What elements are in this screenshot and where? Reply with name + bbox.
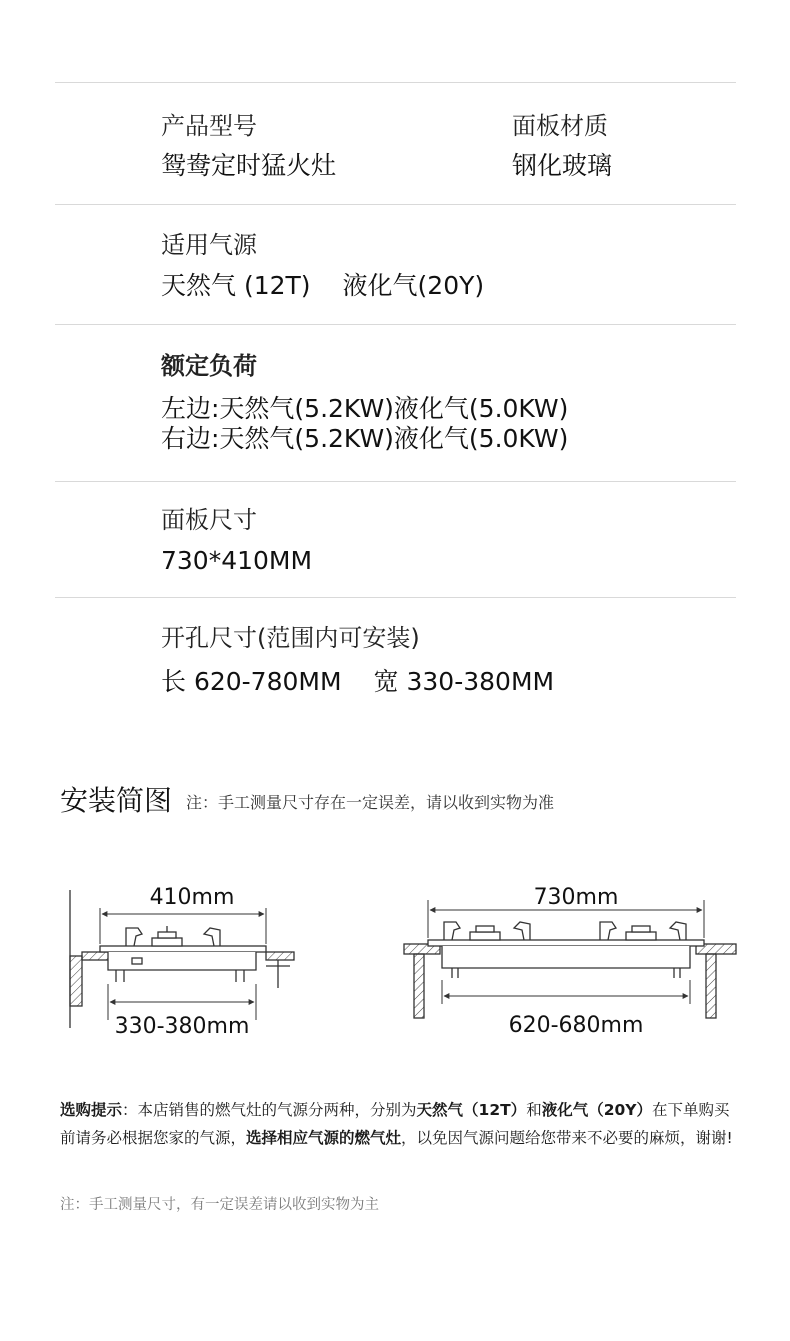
divider (55, 82, 736, 83)
install-title: 安装简图 (60, 784, 173, 817)
panel-material-value: 钢化玻璃 (512, 151, 613, 180)
panel-size-label: 面板尺寸 (161, 506, 257, 534)
notice-text-1: ：本店销售的燃气灶的气源分两种，分别为 (122, 1101, 417, 1119)
model-label: 产品型号 (161, 112, 257, 140)
notice-text-4: ，以免因气源问题给您带来不必要的麻烦，谢谢! (401, 1129, 733, 1147)
front-panel-width-label: 730mm (533, 885, 619, 910)
gas-natural: 天然气 (12T) (161, 271, 311, 300)
side-view-drawing (70, 890, 294, 1028)
cutout-size-value (161, 667, 554, 697)
install-note: 注：手工测量尺寸存在一定误差，请以收到实物为准 (186, 793, 555, 812)
cutout-size-label: 开孔尺寸(范围内可安装) (161, 624, 420, 652)
footnote: 注：手工测量尺寸，有一定误差请以收到实物为主 (60, 1197, 379, 1213)
notice-text-2: 和 (526, 1101, 542, 1119)
divider (55, 597, 736, 598)
rated-load-left: 左边:天然气(5.2KW)液化气(5.0KW) (161, 394, 569, 423)
notice-lpg: 液化气（20Y） (541, 1101, 652, 1119)
rated-load-right: 右边:天然气(5.2KW)液化气(5.0KW) (161, 424, 569, 453)
gas-source-label: 适用气源 (161, 231, 257, 259)
panel-size-value: 730*410MM (161, 546, 313, 575)
model-value: 鸳鸯定时猛火灶 (161, 151, 337, 180)
gas-lpg: 液化气(20Y) (342, 271, 485, 300)
divider (55, 204, 736, 205)
front-view-drawing (404, 900, 736, 1018)
rated-load-label: 额定负荷 (161, 352, 257, 380)
cutout-length: 长 620-780MM (161, 667, 342, 696)
notice-text-3: 在下单购买前请务必根据您家的气源， (60, 1101, 730, 1147)
front-cutout-width-label: 620-680mm (508, 1013, 644, 1038)
notice-natural-gas: 天然气（12T） (416, 1101, 527, 1119)
side-panel-depth-label: 410mm (149, 885, 235, 910)
cutout-width: 宽 330-380MM (373, 667, 555, 696)
gas-source-value (161, 271, 484, 301)
side-cutout-depth-label: 330-380mm (114, 1014, 250, 1039)
installation-diagram (60, 870, 740, 1050)
purchase-notice (60, 1096, 740, 1152)
divider (55, 324, 736, 325)
notice-lead: 选购提示 (60, 1101, 123, 1119)
notice-choose-stove: 选择相应气源的燃气灶 (246, 1129, 402, 1147)
panel-material-label: 面板材质 (512, 112, 608, 140)
divider (55, 481, 736, 482)
